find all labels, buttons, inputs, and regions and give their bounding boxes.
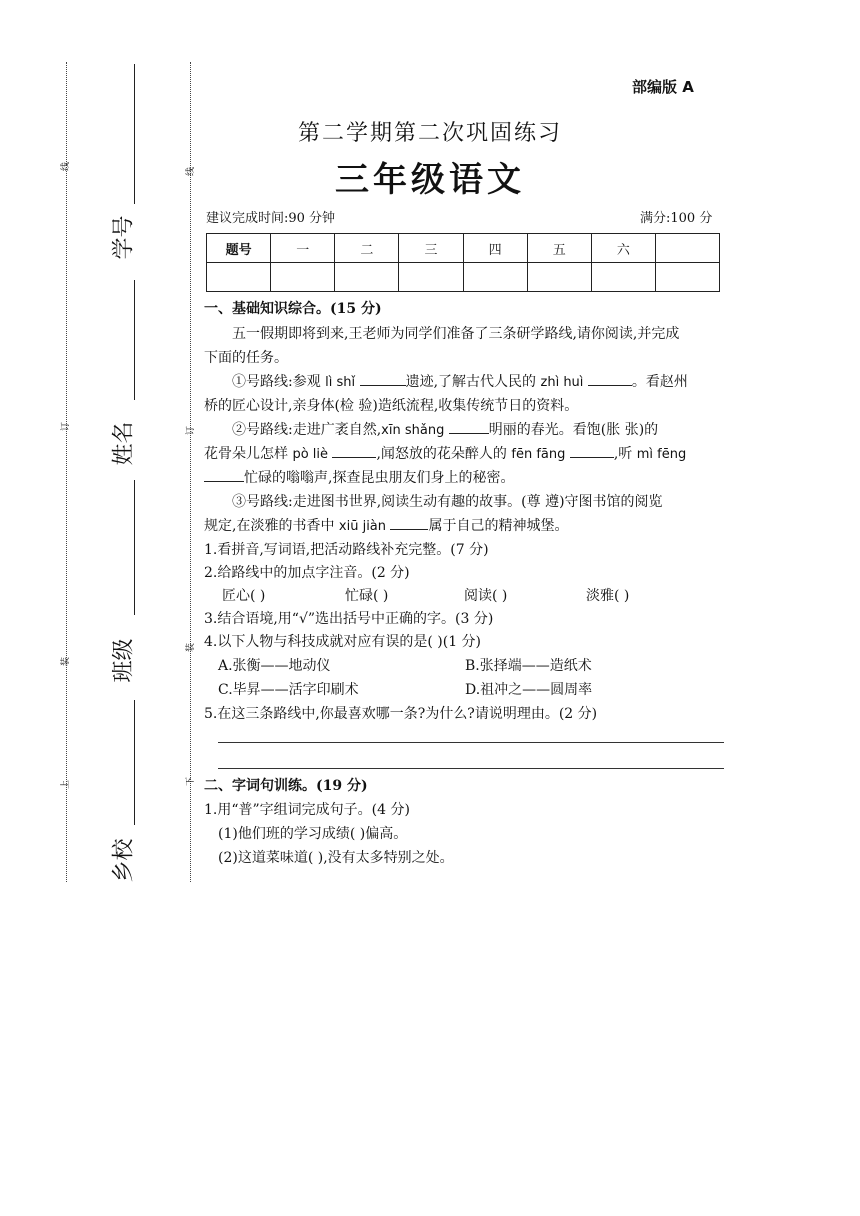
q4-option-a[interactable]: A.张衡——地动仪 bbox=[218, 658, 331, 674]
blank-xiujian[interactable] bbox=[390, 515, 428, 530]
school-label: 乡校 bbox=[111, 838, 137, 883]
score-header-cell: 五 bbox=[527, 234, 591, 263]
pinyin-xinshang: xīn shǎng bbox=[381, 423, 445, 438]
score-value-cell[interactable] bbox=[527, 263, 591, 292]
binding-mark-shang: 上 bbox=[61, 779, 72, 790]
blank-polie[interactable] bbox=[332, 443, 376, 458]
exam-subtitle: 第二学期第二次巩固练习 bbox=[297, 121, 562, 146]
pinyin-zhihui: zhì huì bbox=[540, 375, 584, 390]
q2-item-manglu[interactable]: 忙碌( ) bbox=[345, 588, 389, 604]
intro-line-2: 下面的任务。 bbox=[204, 350, 288, 366]
score-header-cell bbox=[655, 234, 719, 263]
q2-1-item-1[interactable]: (1)他们班的学习成绩( )偏高。 bbox=[218, 826, 408, 842]
score-value-cell[interactable] bbox=[271, 263, 335, 292]
question-1-5: 5.在这三条路线中,你最喜欢哪一条?为什么?请说明理由。(2 分) bbox=[204, 706, 598, 722]
score-header-cell: 二 bbox=[335, 234, 399, 263]
route1-text-b: 遗迹,了解古代人民的 bbox=[405, 374, 541, 390]
binding-mark-zhuang-inner: 装 bbox=[186, 642, 197, 653]
section2-heading: 二、字词句训练。(19 分) bbox=[204, 778, 368, 794]
binding-mark-ding-outer: 订 bbox=[61, 421, 72, 432]
route3-line-2 bbox=[204, 514, 568, 539]
blank-lishi[interactable] bbox=[360, 371, 406, 386]
route3-line-1: ③号路线:走进图书世界,阅读生动有趣的故事。(尊 遵)守图书馆的阅览 bbox=[232, 494, 663, 510]
answer-line-2[interactable] bbox=[218, 768, 724, 769]
pinyin-polie: pò liè bbox=[292, 447, 329, 462]
q4-option-c[interactable]: C.毕昇——活字印刷术 bbox=[218, 682, 359, 698]
score-value-cell[interactable] bbox=[655, 263, 719, 292]
time-limit: 建议完成时间:90 分钟 bbox=[206, 211, 336, 226]
section1-heading: 一、基础知识综合。(15 分) bbox=[204, 301, 382, 317]
q2-item-jiangxin[interactable]: 匠心( ) bbox=[222, 588, 266, 604]
pinyin-xiujian: xiū jiàn bbox=[338, 519, 387, 534]
q4-option-d[interactable]: D.祖冲之——圆周率 bbox=[465, 682, 593, 698]
intro-line-1: 五一假期即将到来,王老师为同学们准备了三条研学路线,请你阅读,并完成 bbox=[232, 326, 680, 342]
route1-text-a: ①号路线:参观 bbox=[232, 374, 326, 390]
score-table-value-row bbox=[207, 263, 720, 292]
score-header-cell: 一 bbox=[271, 234, 335, 263]
route2-line-3 bbox=[204, 466, 514, 490]
score-table-header-row bbox=[207, 234, 720, 263]
student-id-label: 学号 bbox=[111, 215, 137, 260]
class-fill-line[interactable] bbox=[134, 700, 135, 825]
class-label: 班级 bbox=[111, 638, 137, 683]
binding-mark-ding-inner: 订 bbox=[186, 425, 197, 436]
question-1-2: 2.给路线中的加点字注音。(2 分) bbox=[204, 565, 410, 581]
score-value-cell[interactable] bbox=[207, 263, 271, 292]
binding-mark-zhuang-outer: 装 bbox=[61, 656, 72, 667]
score-value-cell[interactable] bbox=[399, 263, 463, 292]
score-value-cell[interactable] bbox=[463, 263, 527, 292]
blank-zhihui[interactable] bbox=[588, 371, 632, 386]
blank-mifeng[interactable] bbox=[204, 467, 244, 482]
route1-line-2: 桥的匠心设计,亲身体(检 验)造纸流程,收集传统节日的资料。 bbox=[204, 398, 579, 414]
question-1-1: 1.看拼音,写词语,把活动路线补充完整。(7 分) bbox=[204, 542, 489, 558]
name-fill-line[interactable] bbox=[134, 280, 135, 400]
route3-text-a: 规定,在淡雅的书香中 bbox=[204, 518, 339, 534]
name-fill-line-lower[interactable] bbox=[134, 480, 135, 615]
route3-text-b: 属于自己的精神城堡。 bbox=[428, 518, 569, 534]
binding-mark-xian-outer: 线 bbox=[61, 161, 72, 172]
name-label: 姓名 bbox=[111, 421, 137, 466]
score-header-cell: 三 bbox=[399, 234, 463, 263]
blank-fenfang[interactable] bbox=[570, 443, 614, 458]
question-2-1: 1.用“普”字组词完成句子。(4 分) bbox=[204, 802, 410, 818]
answer-line-1[interactable] bbox=[218, 742, 724, 743]
q2-item-yuedu[interactable]: 阅读( ) bbox=[464, 588, 508, 604]
q4-option-b[interactable]: B.张择端——造纸术 bbox=[465, 658, 592, 674]
blank-xinshang[interactable] bbox=[449, 419, 489, 434]
question-1-3: 3.结合语境,用“√”选出括号中正确的字。(3 分) bbox=[204, 611, 494, 627]
route1-line-1 bbox=[232, 370, 688, 395]
route2-text-f: 忙碌的嗡嗡声,探查昆虫朋友们身上的秘密。 bbox=[244, 470, 515, 486]
binding-mark-xia: 下 bbox=[186, 776, 197, 787]
score-table bbox=[206, 233, 720, 292]
route2-text-a: ②号路线:走进广袤自然, bbox=[232, 422, 382, 438]
route2-text-e: ,听 bbox=[613, 446, 637, 462]
question-1-4: 4.以下人物与科技成就对应有误的是( )(1 分) bbox=[204, 634, 482, 650]
score-header-cell: 六 bbox=[591, 234, 655, 263]
q2-item-danya[interactable]: 淡雅( ) bbox=[586, 588, 630, 604]
route2-text-c: 花骨朵儿怎样 bbox=[204, 446, 293, 462]
q2-1-item-2[interactable]: (2)这道菜味道( ),没有太多特别之处。 bbox=[218, 850, 454, 866]
edition-label: 部编版 A bbox=[632, 78, 694, 96]
score-value-cell[interactable] bbox=[591, 263, 655, 292]
route2-text-b: 明丽的春光。看饱(胀 张)的 bbox=[488, 422, 659, 438]
route1-text-c: 。看赵州 bbox=[631, 374, 688, 390]
full-score: 满分:100 分 bbox=[640, 211, 713, 226]
pinyin-lishi: lì shǐ bbox=[325, 375, 356, 390]
score-header-cell: 题号 bbox=[207, 234, 271, 263]
binding-mark-xian-inner: 线 bbox=[186, 166, 197, 177]
route2-line-2 bbox=[204, 442, 686, 467]
score-header-cell: 四 bbox=[463, 234, 527, 263]
route2-line-1 bbox=[232, 418, 658, 443]
score-value-cell[interactable] bbox=[335, 263, 399, 292]
pinyin-mifeng: mì fēng bbox=[636, 447, 687, 462]
route2-text-d: ,闻怒放的花朵醉人的 bbox=[376, 446, 512, 462]
pinyin-fenfang: fēn fāng bbox=[511, 447, 566, 462]
exam-title: 三年级语文 bbox=[335, 160, 525, 200]
